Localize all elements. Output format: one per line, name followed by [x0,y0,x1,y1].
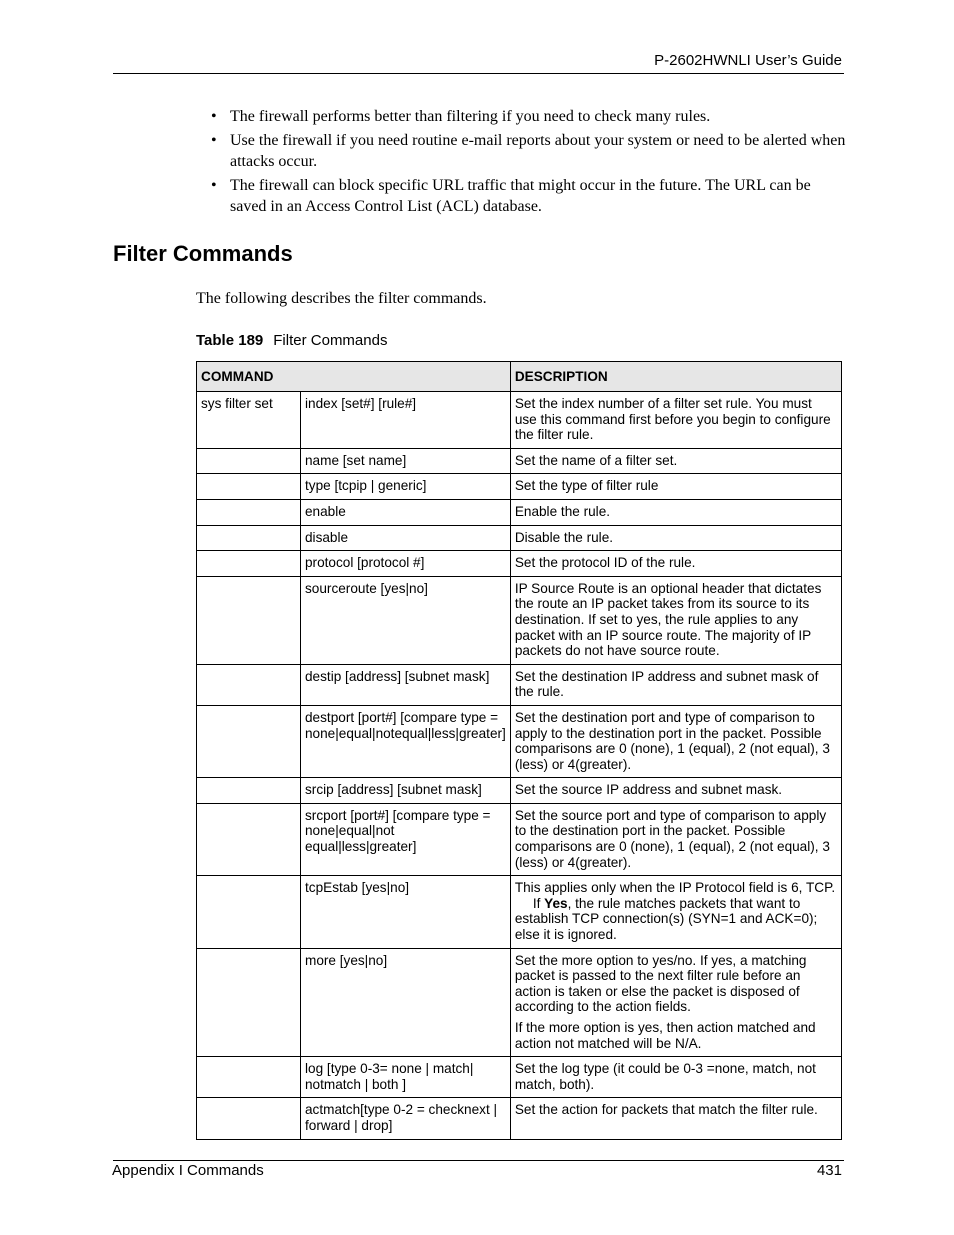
table-caption-number: Table 189 [196,332,264,349]
table-row [197,499,842,525]
cell-group [197,778,301,804]
cell-group [197,576,301,664]
bullet-symbol: • [211,132,217,149]
table-caption-title: Filter Commands [273,332,388,349]
bullet-symbol: • [211,108,217,125]
cell-group [197,1057,301,1098]
table-row [197,664,842,705]
cell-command: protocol [protocol #] [301,551,511,577]
cell-group [197,948,301,1057]
cell-group [197,499,301,525]
bullet-list [211,106,851,220]
table-row [197,474,842,500]
table-row [197,1098,842,1139]
cell-description [510,876,841,948]
table-row [197,1057,842,1098]
cell-description: Set the index number of a filter set rule. You must use this command first before you begin to configure the filter rule. [510,392,841,449]
description-text: , the rule matches packets that want to establish TCP connection(s) (SYN=1 and ACK=0); else it is ignored. [514,895,818,943]
filter-commands-table [196,361,842,1140]
table-row [197,551,842,577]
cell-group [197,876,301,948]
cell-description: Set the action for packets that match the filter rule. [510,1098,841,1139]
cell-group [197,705,301,777]
page-number: 431 [816,1162,842,1179]
cell-description: Set the log type (it could be 0-3 =none, match, not match, both). [510,1057,841,1098]
cell-description: Set the source IP address and subnet mask. [510,778,841,804]
cell-command: tcpEstab [yes|no] [301,876,511,948]
table-row [197,705,842,777]
cell-command: disable [301,525,511,551]
table-row [197,392,842,449]
table-row [197,525,842,551]
cell-group [197,664,301,705]
running-header-title: P-2602HWNLI User’s Guide [654,52,842,69]
description-text: Set the more option to yes/no. If yes, a matching packet is passed to the next filter rule before an action is taken or else the packet is disposed of according to the action fields. [514,952,807,1015]
cell-group [197,525,301,551]
cell-description: Set the type of filter rule [510,474,841,500]
bullet-item [211,106,851,127]
bullet-text: The firewall can block specific URL traffic that might occur in the future. The URL can be saved in an Access Control List (ACL) database. [230,177,811,215]
table-header-row [197,362,842,392]
cell-command: sourceroute [yes|no] [301,576,511,664]
cell-group [197,803,301,875]
section-title: Filter Commands [113,241,293,266]
footer-chapter: Appendix I Commands [112,1162,264,1179]
cell-description [510,948,841,1057]
table-row [197,803,842,875]
table-row [197,448,842,474]
cell-command: more [yes|no] [301,948,511,1057]
table-row [197,876,842,948]
header-rule [113,73,844,74]
cell-command: index [set#] [rule#] [301,392,511,449]
header-description: DESCRIPTION [510,362,841,392]
cell-command: type [tcpip | generic] [301,474,511,500]
description-text: If the more option is yes, then action matched and action not matched will be N/A. [514,1020,816,1051]
bullet-symbol: • [211,177,217,194]
footer-rule [113,1160,844,1161]
description-text: If [532,895,541,911]
bullet-item [211,175,851,217]
table-row [197,948,842,1057]
cell-command: srcip [address] [subnet mask] [301,778,511,804]
cell-group [197,448,301,474]
cell-group [197,474,301,500]
intro-paragraph: The following describes the filter commands. [196,290,487,307]
cell-group [197,1098,301,1139]
table-row [197,576,842,664]
cell-group [197,551,301,577]
cell-command: destip [address] [subnet mask] [301,664,511,705]
cell-command: log [type 0-3= none | match| notmatch | both ] [301,1057,511,1098]
cell-command: srcport [port#] [compare type = none|equal|not equal|less|greater] [301,803,511,875]
description-text: This applies only when the IP Protocol field is 6, TCP. [514,880,836,896]
cell-group: sys filter set [197,392,301,449]
table-caption [196,332,387,349]
table-row [197,778,842,804]
cell-description: Set the name of a filter set. [510,448,841,474]
bullet-text: Use the firewall if you need routine e-mail reports about your system or need to be alerted when attacks occur. [230,132,846,170]
bullet-item [211,130,851,172]
cell-description: Enable the rule. [510,499,841,525]
cell-description: Set the destination IP address and subnet mask of the rule. [510,664,841,705]
cell-description: Disable the rule. [510,525,841,551]
description-bold: Yes [544,895,568,911]
cell-description: Set the protocol ID of the rule. [510,551,841,577]
cell-description: Set the source port and type of comparison to apply to the destination port in the packet. Possible comparisons are 0 (none), 1 (equal), 2 (not equal), 3 (less) or 4(greater). [510,803,841,875]
bullet-text: The firewall performs better than filtering if you need to check many rules. [230,108,711,125]
cell-command: enable [301,499,511,525]
cell-description: Set the destination port and type of comparison to apply to the destination port in the packet. Possible comparisons are 0 (none), 1 (equal), 2 (not equal), 3 (less) or 4(greater). [510,705,841,777]
cell-command: actmatch[type 0-2 = checknext | forward | drop] [301,1098,511,1139]
header-command: COMMAND [197,362,511,392]
cell-description: IP Source Route is an optional header that dictates the route an IP packet takes from its source to its destination. If set to yes, the rule applies to any packet with an IP source route. The majority of IP packets do not have source route. [510,576,841,664]
cell-command: destport [port#] [compare type = none|equal|notequal|less|greater] [301,705,511,777]
cell-command: name [set name] [301,448,511,474]
